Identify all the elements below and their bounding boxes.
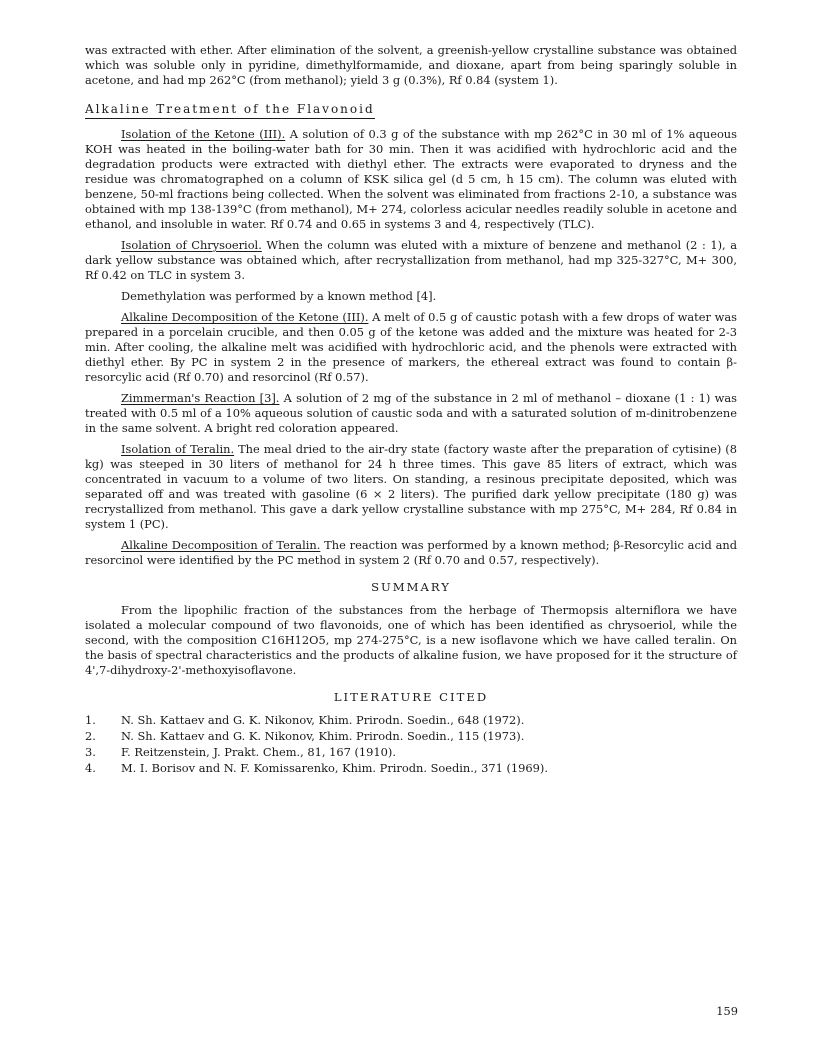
- subsection-title: Zimmerman's Reaction [3].: [121, 391, 280, 405]
- page-number: 159: [716, 1004, 738, 1018]
- subsection-text: The reaction was performed by a known method; β-Resorcylic acid and resorcinol were identified by the PC method in system 2 (Rf 0.70 and 0.57, respectively).: [85, 538, 737, 567]
- paragraph-alkaline-decomposition-teralin: [85, 538, 737, 568]
- summary-title: SUMMARY: [371, 580, 451, 594]
- subsection-text: A solution of 0.3 g of the substance with mp 262°C in 30 ml of 1% aqueous KOH was heated in the boiling-water bath for 30 min. Then it was acidified with hydrochloric acid and the degradation products were extracted with diethyl ether. The extracts were evaporated to dryness and the residue was chromatographed on a column of KSK silica gel (d 5 cm, h 15 cm). The column was eluted with benzene, 50-ml fractions being collected. When the solvent was eliminated from fractions 2-10, a substance was obtained with mp 138-139°C (from methanol), M+ 274, colorless acicular needles readily soluble in acetone and ethanol, and insoluble in water. Rf 0.74 and 0.65 in systems 3 and 4, respectively (TLC).: [85, 127, 737, 231]
- subsection-title: Isolation of Teralin.: [121, 442, 235, 456]
- section-heading: Alkaline Treatment of the Flavonoid: [85, 102, 375, 119]
- paragraph-isolation-ketone: [85, 127, 737, 232]
- reference-list: [85, 713, 737, 776]
- reference-item: [85, 713, 737, 728]
- page-body: [85, 43, 737, 777]
- subsection-title: Alkaline Decomposition of Teralin.: [121, 538, 321, 552]
- reference-number: 4.: [85, 761, 96, 775]
- reference-number: 3.: [85, 745, 96, 759]
- reference-text: F. Reitzenstein, J. Prakt. Chem., 81, 167 (1910).: [121, 745, 396, 759]
- paragraph-isolation-teralin: [85, 442, 737, 532]
- subsection-title: Isolation of Chrysoeriol.: [121, 238, 262, 252]
- reference-text: N. Sh. Kattaev and G. K. Nikonov, Khim. Prirodn. Soedin., 648 (1972).: [121, 713, 525, 727]
- reference-text: M. I. Borisov and N. F. Komissarenko, Khim. Prirodn. Soedin., 371 (1969).: [121, 761, 548, 775]
- subsection-text: When the column was eluted with a mixture of benzene and methanol (2 : 1), a dark yellow substance was obtained which, after recrystallization from methanol, had mp 325-327°C, M+ 300, Rf 0.42 on TLC in system 3.: [85, 238, 737, 282]
- summary-paragraph: From the lipophilic fraction of the substances from the herbage of Thermopsis alterniflora we have isolated a molecular compound of two flavonoids, one of which has been identified as chrysoeriol, while the second, with the composition C16H12O5, mp 274-275°C, is a new isoflavone which we have called teralin. On the basis of spectral characteristics and the products of alkaline fusion, we have proposed for it the structure of 4',7-dihydroxy-2'-methoxyisoflavone.: [85, 603, 737, 677]
- reference-number: 1.: [85, 713, 96, 727]
- reference-number: 2.: [85, 729, 96, 743]
- literature-cited-title: LITERATURE CITED: [333, 690, 489, 704]
- subsection-title: Isolation of the Ketone (III).: [121, 127, 286, 141]
- paragraph-demethylation: Demethylation was performed by a known method [4].: [121, 289, 437, 303]
- subsection-text: A solution of 2 mg of the substance in 2 ml of methanol – dioxane (1 : 1) was treated with 0.5 ml of a 10% aqueous solution of caustic soda and with a saturated solution of m-dinitrobenzene in the same solvent. A bright red coloration appeared.: [85, 391, 737, 435]
- paragraph-alkaline-decomposition-ketone: [85, 310, 737, 385]
- reference-item: [85, 761, 737, 776]
- reference-text: N. Sh. Kattaev and G. K. Nikonov, Khim. Prirodn. Soedin., 115 (1973).: [121, 729, 525, 743]
- subsection-text: A melt of 0.5 g of caustic potash with a few drops of water was prepared in a porcelain crucible, and then 0.05 g of the ketone was added and the mixture was heated for 2-3 min. After cooling, the alkaline melt was acidified with hydrochloric acid, and the phenols were extracted with diethyl ether. By PC in system 2 in the presence of markers, the ethereal extract was found to contain β-resorcylic acid (Rf 0.70) and resorcinol (Rf 0.57).: [85, 310, 737, 384]
- paragraph-continuation: was extracted with ether. After elimination of the solvent, a greenish-yellow crystalline substance was obtained which was soluble only in pyridine, dimethylformamide, and dioxane, apart from being sparingly soluble in acetone, and had mp 262°C (from methanol); yield 3 g (0.3%), Rf 0.84 (system 1).: [85, 43, 737, 87]
- subsection-text: The meal dried to the air-dry state (factory waste after the preparation of cytisine) (8 kg) was steeped in 30 liters of methanol for 24 h three times. This gave 85 liters of extract, which was concentrated in vacuum to a volume of two liters. On standing, a resinous precipitate deposited, which was separated off and was treated with gasoline (6 × 2 liters). The purified dark yellow precipitate (180 g) was recrystallized from methanol. This gave a dark yellow crystalline substance with mp 275°C, M+ 284, Rf 0.84 in system 1 (PC).: [85, 442, 737, 531]
- reference-item: [85, 729, 737, 744]
- paragraph-zimmerman-reaction: [85, 391, 737, 436]
- paragraph-isolation-chrysoeriol: [85, 238, 737, 283]
- subsection-title: Alkaline Decomposition of the Ketone (III).: [121, 310, 369, 324]
- reference-item: [85, 745, 737, 760]
